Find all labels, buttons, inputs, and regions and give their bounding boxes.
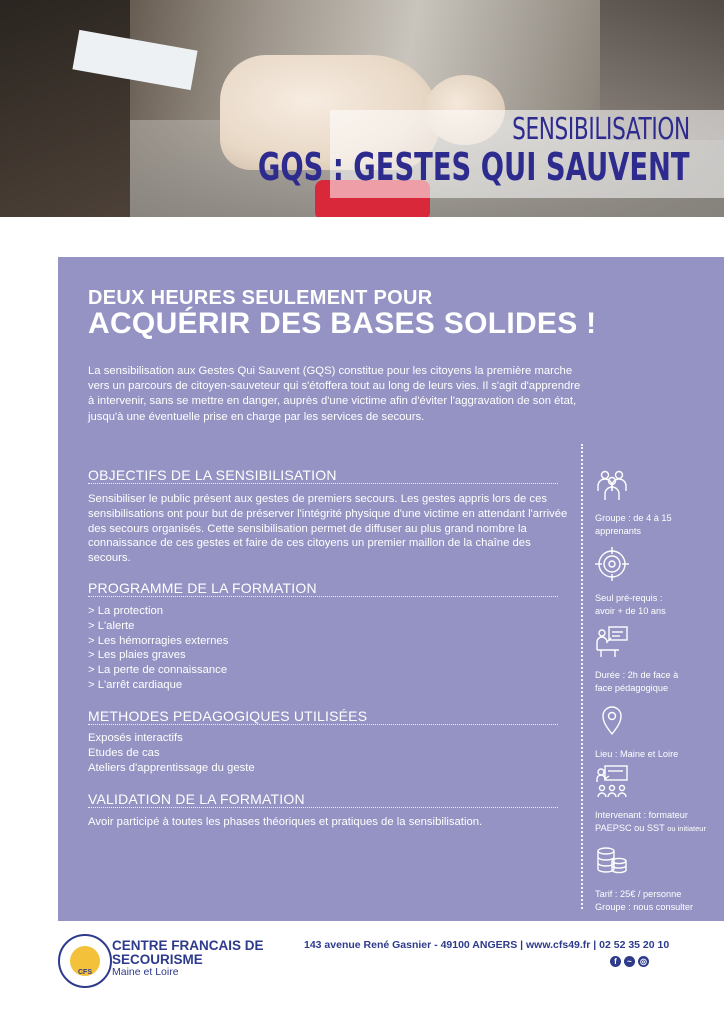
lieu-line1: Lieu : Maine et Loire (595, 749, 679, 759)
org-name-line1: CENTRE FRANCAIS DE (112, 938, 264, 953)
programme-divider (88, 596, 558, 597)
trainer-icon (595, 764, 629, 798)
validation-text: Avoir participé à toutes les phases théoriques et pratiques de la sensibilisation. (88, 816, 483, 828)
tarif-line1: Tarif : 25€ / personne (595, 889, 682, 899)
group-icon (595, 467, 629, 501)
hero-banner (0, 0, 724, 217)
methodes-divider (88, 724, 558, 725)
info-prerequis (595, 547, 715, 617)
target-icon (595, 547, 629, 581)
sidebar-divider (581, 444, 583, 909)
intervenant-qualification-small: ou initiateur (667, 823, 706, 833)
list-item: Exposés interactifs (88, 732, 183, 744)
info-lieu (595, 703, 715, 761)
org-name-line2: SECOURISME (112, 952, 203, 967)
content-panel (58, 257, 724, 921)
tarif-line2: Groupe : nous consulter (595, 901, 694, 912)
list-item: > La protection (88, 605, 164, 617)
instagram-icon[interactable]: ◎ (638, 956, 649, 967)
objectifs-divider (88, 483, 558, 484)
groupe-line2: apprenants (595, 525, 641, 536)
list-item: > L'alerte (88, 619, 135, 632)
prerequis-line2: avoir + de 10 ans (595, 605, 666, 616)
hero-title-line1: SENSIBILISATION (512, 112, 690, 147)
intervenant-qualification: PAEPSC ou SST (595, 822, 665, 833)
intro-paragraph: La sensibilisation aux Gestes Qui Sauvent (GQS) constitue pour les citoyens la première marche vers un parcours de citoyen-sauveteur qui s'étoffera tout au long de leurs vies. Il s'agit d'apprendre à intervenir, sans se mettre en danger, auprès d'une victime afin d'éviter l'aggravation de son état, jusqu'à une éventuelle prise en charge par les services de secours. (88, 365, 581, 423)
org-subtitle: Maine et Loire (112, 966, 179, 978)
objectifs-text: Sensibiliser le public présent aux gestes de premiers secours. Les gestes appris lors de ces sensibilisations ont pour but de préserver l'intégrité physique d'une victime en attendant l'arrivée des secours organisés. Cette sensibilisation permet de diffuser au plus grand nombre la connaissance de ces gestes et faire de ces citoyens un premier maillon de la chaîne des secours. (88, 493, 568, 565)
social-links (610, 956, 649, 967)
logo-text: CFS (78, 969, 92, 976)
info-groupe (595, 467, 715, 537)
classroom-icon (595, 624, 629, 658)
programme-list (88, 604, 228, 693)
info-intervenant (595, 764, 715, 835)
programme-title: PROGRAMME DE LA FORMATION (88, 580, 317, 596)
hero-title-line2: GQS : GESTES QUI SAUVENT (258, 145, 690, 189)
list-item: > Les hémorragies externes (88, 634, 229, 647)
objectifs-title: OBJECTIFS DE LA SENSIBILISATION (88, 467, 337, 483)
list-item: > Les plaies graves (88, 649, 186, 662)
list-item: > La perte de connaissance (88, 664, 228, 677)
list-item: Etudes de cas (88, 746, 160, 759)
cfs-logo (58, 934, 112, 988)
intervenant-line2 (595, 822, 715, 836)
contact-line[interactable]: 143 avenue René Gasnier - 49100 ANGERS | www.cfs49.fr | 02 52 35 20 10 (304, 939, 670, 951)
methodes-title: METHODES PEDAGOGIQUES UTILISÉES (88, 708, 368, 724)
intervenant-line1: Intervenant : formateur (595, 810, 688, 820)
validation-title: VALIDATION DE LA FORMATION (88, 791, 305, 807)
info-duree (595, 624, 715, 694)
groupe-line1: Groupe : de 4 à 15 (595, 513, 672, 523)
list-item: Ateliers d'apprentissage du geste (88, 761, 255, 774)
info-tarif (595, 843, 715, 913)
list-item: > L'arrêt cardiaque (88, 678, 183, 691)
duree-line2: face pédagogique (595, 682, 669, 693)
validation-divider (88, 807, 558, 808)
headline-line2: ACQUÉRIR DES BASES SOLIDES ! (88, 307, 597, 340)
location-icon (595, 703, 629, 737)
methodes-list (88, 731, 255, 775)
coins-icon (595, 843, 629, 877)
facebook-icon[interactable]: f (610, 956, 621, 967)
prerequis-line1: Seul pré-requis : (595, 593, 663, 603)
messenger-icon[interactable]: ~ (624, 956, 635, 967)
headline-line1: DEUX HEURES SEULEMENT POUR (88, 287, 433, 309)
hero-person-left (0, 0, 130, 217)
duree-line1: Durée : 2h de face à (595, 670, 679, 680)
